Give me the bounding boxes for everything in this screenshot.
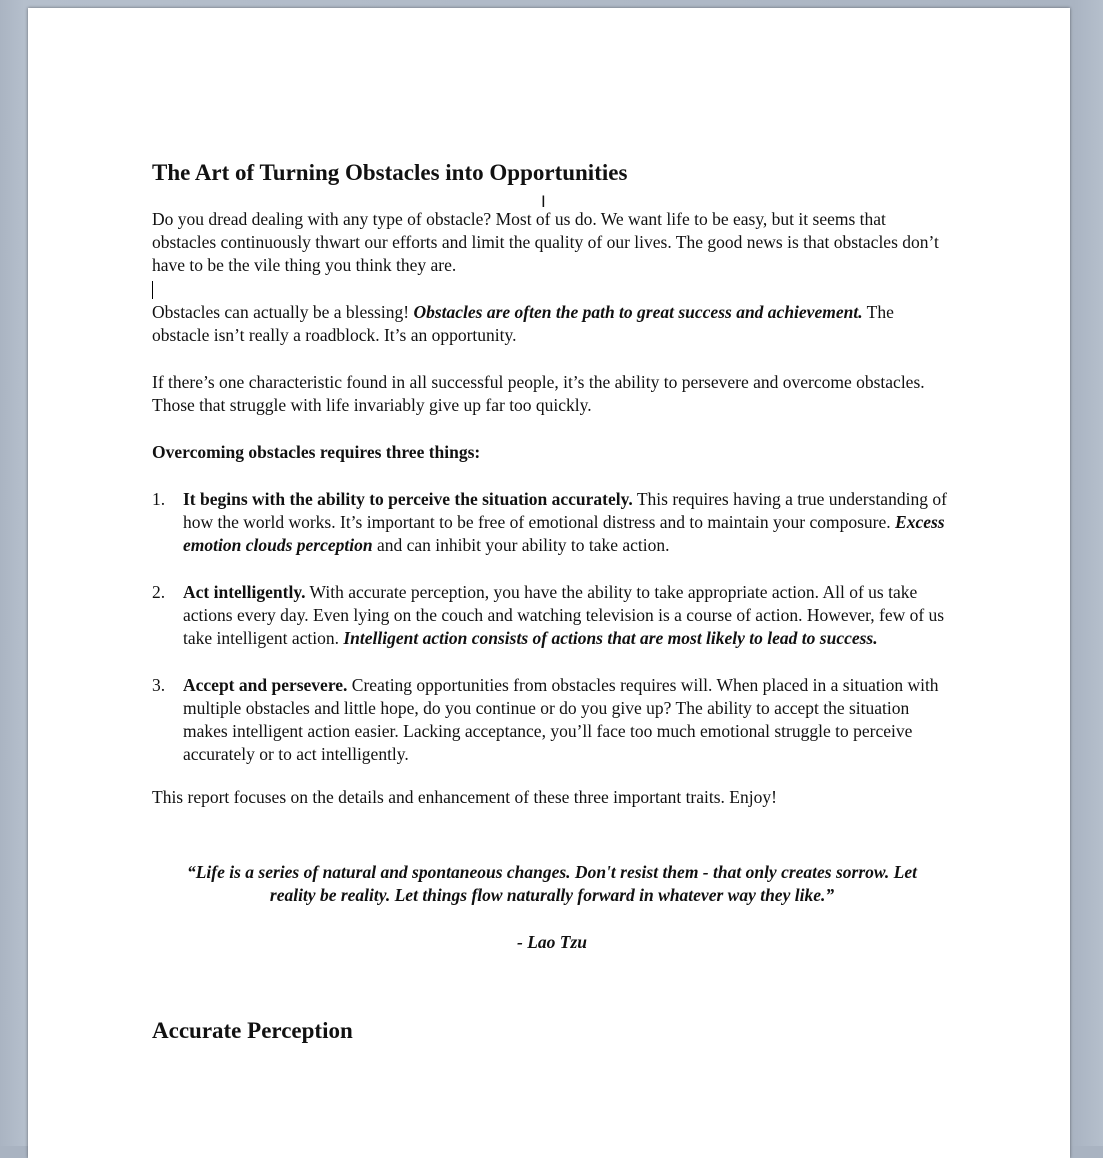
- paragraph-blessing-start: Obstacles can actually be a blessing!: [152, 302, 414, 322]
- section-heading: Accurate Perception: [152, 1018, 353, 1043]
- list-item-text: Creating opportunities from obstacles requires will. When placed in a situation with multiple obstacles and little hope, do you continue or do you give up? The ability to accept the situation makes intelligent action easier. Lacking acceptance, you’ll face too much emotional struggle to perceive accurately or to act intelligently.: [183, 675, 939, 764]
- list-item-emphasis: Intelligent action consists of actions that are most likely to lead to success.: [343, 628, 878, 648]
- quote-author: - Lao Tzu: [517, 932, 587, 952]
- list-item-emphasis: Excess emotion clouds perception: [183, 512, 945, 555]
- caret-line: [152, 277, 952, 300]
- paragraph-blessing-emphasis: Obstacles are often the path to great success and achievement.: [413, 302, 863, 322]
- list-item-heading: Accept and persevere.: [183, 675, 348, 695]
- list-item: [152, 488, 952, 557]
- list-item: [152, 581, 952, 650]
- paragraph-characteristic: If there’s one characteristic found in all successful people, it’s the ability to persevere and overcome obstacles. Those that struggle with life invariably give up far too quickly.: [152, 372, 925, 415]
- paragraph-intro-text: Do you dread dealing with any type of obstacle? Most of us do. We want life to be easy, but it seems that obstacles continuously thwart our efforts and limit the quality of our lives. The good news is that obstacles don’t have to be the vile thing you think they are.: [152, 209, 939, 275]
- list-item-text: With accurate perception, you have the ability to take appropriate action. All of us take actions every day. Even lying on the couch and watching television is a course of action. However, few of us take intelligent action.: [183, 582, 945, 648]
- list-item-heading: Act intelligently.: [183, 582, 306, 602]
- document-page[interactable]: [28, 8, 1070, 1158]
- list-item-heading: It begins with the ability to perceive the situation accurately.: [183, 489, 633, 509]
- list-lead: Overcoming obstacles requires three things:: [152, 442, 481, 462]
- numbered-list: [152, 488, 952, 766]
- list-item-number: 1.: [152, 489, 166, 509]
- list-item-number: 3.: [152, 675, 166, 695]
- paragraph-blessing: [152, 301, 952, 347]
- list-item-number: 2.: [152, 582, 166, 602]
- quote-text: “Life is a series of natural and spontaneous changes. Don't resist them - that only creates sorrow. Let reality be reality. Let things flow naturally forward in whatever way they like.”: [186, 862, 918, 905]
- list-item-text-end: and can inhibit your ability to take action.: [372, 535, 670, 555]
- mouse-ibeam-cursor-icon: I: [541, 192, 546, 211]
- document-title: The Art of Turning Obstacles into Opportunities: [152, 160, 628, 185]
- text-cursor-icon: [152, 281, 153, 299]
- list-item-text: This requires having a true understanding of how the world works. It’s important to be free of emotional distress and to maintain your composure.: [183, 489, 947, 532]
- list-item: [152, 674, 952, 766]
- paragraph-closing: This report focuses on the details and enhancement of these three important traits. Enjoy!: [152, 787, 777, 807]
- paragraph-intro: [152, 192, 952, 277]
- paragraph-blessing-end: The obstacle isn’t really a roadblock. It’s an opportunity.: [152, 302, 894, 345]
- document-body[interactable]: [152, 158, 952, 1046]
